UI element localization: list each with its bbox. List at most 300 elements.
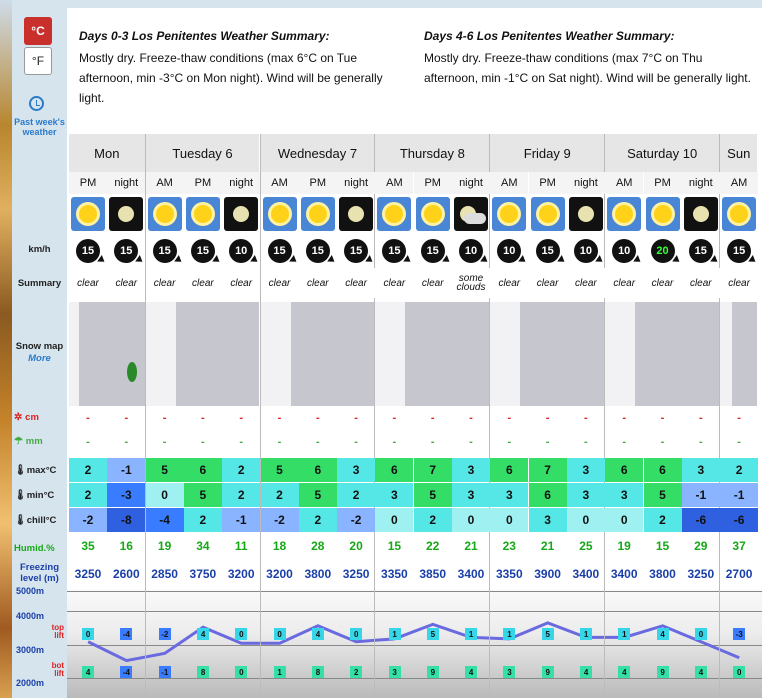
moon-icon xyxy=(109,197,143,231)
bottom-lift-temp: 1 xyxy=(274,666,286,678)
snow-cm-cell: - xyxy=(392,412,397,424)
time-of-day: night xyxy=(337,172,375,194)
moon-icon xyxy=(339,197,373,231)
freezing-level-cell: 3900 xyxy=(534,567,561,581)
time-of-day: night xyxy=(222,172,260,194)
humidity-cell: 20 xyxy=(349,539,363,553)
chill-temp-cell: -2 xyxy=(261,508,299,532)
label-toplift: top lift xyxy=(51,623,64,640)
weather-icon-cell xyxy=(222,194,260,234)
summary-cell: clear xyxy=(146,268,184,298)
day-header[interactable]: Saturday 10 xyxy=(605,134,719,172)
label-humid: Humid.% xyxy=(14,543,55,554)
weather-icon-cell xyxy=(567,194,605,234)
wind-arrow-icon: 10 xyxy=(612,239,636,263)
rain-mm-cell: - xyxy=(354,436,358,448)
freezing-level-cell: 2850 xyxy=(151,567,178,581)
min-temp-cell: 5 xyxy=(414,483,452,507)
label-max: max°C xyxy=(26,465,57,476)
moon-icon xyxy=(569,197,603,231)
bottom-lift-temp: 9 xyxy=(657,666,669,678)
max-temp-cell: 2 xyxy=(69,458,107,482)
bottom-lift-temp: 3 xyxy=(389,666,401,678)
top-bar xyxy=(12,0,762,8)
max-temp-cell: 2 xyxy=(720,458,758,482)
top-lift-temp: -3 xyxy=(733,628,745,640)
sun-icon xyxy=(607,197,641,231)
label-chill: chill°C xyxy=(26,515,57,526)
day-header[interactable]: Thursday 8 xyxy=(375,134,489,172)
day-header[interactable]: Mon xyxy=(69,134,145,172)
humidity-cell: 11 xyxy=(234,539,248,553)
snow-cm-cell: - xyxy=(545,412,550,424)
weather-icon-cell xyxy=(605,194,643,234)
sun-icon xyxy=(377,197,411,231)
bottom-lift-temp: -1 xyxy=(159,666,171,678)
snow-map[interactable] xyxy=(605,302,719,406)
wind-arrow-icon: 15 xyxy=(153,239,177,263)
summary-cell: clear xyxy=(605,268,643,298)
bottom-lift-temp: 3 xyxy=(503,666,515,678)
weather-summary-panel xyxy=(67,8,762,134)
freezing-level-cell: 3250 xyxy=(74,567,102,581)
max-temp-cell: 5 xyxy=(146,458,184,482)
wind-cell xyxy=(375,234,413,268)
summary-cell: clear xyxy=(682,268,720,298)
bottom-lift-temp: 4 xyxy=(82,666,94,678)
wind-cell xyxy=(682,234,720,268)
humidity-cell: 35 xyxy=(81,539,95,553)
chill-temp-cell: -4 xyxy=(146,508,184,532)
top-lift-temp: 0 xyxy=(350,628,362,640)
bottom-lift-temp: 9 xyxy=(427,666,439,678)
weather-icon-cell xyxy=(107,194,145,234)
label-summary: Summary xyxy=(17,278,62,289)
humidity-cell: 28 xyxy=(311,539,325,553)
weather-icon-cell xyxy=(146,194,184,234)
max-temp-cell: 3 xyxy=(337,458,375,482)
humidity-cell: 23 xyxy=(502,539,516,553)
max-temp-cell: 6 xyxy=(644,458,682,482)
summary-cell: clear xyxy=(490,268,528,298)
summary-block-0-3 xyxy=(79,26,409,108)
summary-cell: clear xyxy=(529,268,567,298)
rain-mm-cell: - xyxy=(201,436,205,448)
humidity-cell: 29 xyxy=(694,539,708,553)
sun-icon xyxy=(492,197,526,231)
wind-arrow-icon: 15 xyxy=(689,239,713,263)
summary-title: Days 0-3 Los Penitentes Weather Summary: xyxy=(79,29,330,43)
summary-title: Days 4-6 Los Penitentes Weather Summary: xyxy=(424,29,675,43)
day-header[interactable]: Sun xyxy=(720,134,757,172)
chill-temp-cell: -8 xyxy=(107,508,145,532)
bottom-lift-temp: 8 xyxy=(312,666,324,678)
chill-temp-cell: 0 xyxy=(490,508,528,532)
bottom-lift-temp: 8 xyxy=(197,666,209,678)
snow-map[interactable] xyxy=(375,302,489,406)
freezing-level-cell: 2700 xyxy=(725,567,753,581)
wind-arrow-icon: 20 xyxy=(651,239,675,263)
wind-arrow-icon: 15 xyxy=(382,239,406,263)
humidity-cell: 19 xyxy=(617,539,631,553)
wind-arrow-icon: 10 xyxy=(459,239,483,263)
humidity-cell: 21 xyxy=(464,539,478,553)
summary-cell: clear xyxy=(720,268,758,298)
bottom-lift-temp: 0 xyxy=(235,666,247,678)
label-cm: cm xyxy=(25,412,39,423)
raindrop-icon: ☂ xyxy=(14,436,26,447)
level-2000: 2000m xyxy=(16,678,45,688)
chill-temp-cell: 0 xyxy=(452,508,490,532)
freezing-level-cell: 3200 xyxy=(227,567,255,581)
snowflake-icon: ✲ xyxy=(14,412,26,423)
forecast-table xyxy=(67,134,762,698)
min-temp-cell: 5 xyxy=(644,483,682,507)
weather-icon-cell xyxy=(299,194,337,234)
weather-icon-cell xyxy=(644,194,682,234)
freezing-level-cell: 3800 xyxy=(304,567,332,581)
chill-temp-cell: -2 xyxy=(337,508,375,532)
level-4000: 4000m xyxy=(16,611,45,621)
sun-icon xyxy=(722,197,756,231)
humidity-cell: 15 xyxy=(387,539,402,553)
sun-icon xyxy=(263,197,297,231)
summary-cell: clear xyxy=(69,268,107,298)
wind-cell xyxy=(222,234,260,268)
time-of-day: AM xyxy=(605,172,643,194)
label-botlift: bot lift xyxy=(51,661,64,678)
rain-mm-cell: - xyxy=(392,436,397,448)
level-5000: 5000m xyxy=(16,586,45,596)
rain-mm-cell: - xyxy=(507,436,512,448)
label-snowmap: Snow map xyxy=(15,341,64,352)
wind-arrow-icon: 15 xyxy=(191,239,215,263)
snow-patch xyxy=(127,362,137,382)
snow-cm-cell: - xyxy=(277,412,282,424)
sun-icon xyxy=(646,197,680,231)
max-temp-cell: 6 xyxy=(490,458,528,482)
thermometer-icon: 🌡 xyxy=(14,490,27,501)
cloud-moon-icon xyxy=(454,197,488,231)
label-mm: mm xyxy=(25,436,43,447)
freezing-level-line xyxy=(67,590,762,698)
rain-mm-cell: - xyxy=(660,436,665,448)
time-of-day: PM xyxy=(69,172,107,194)
snow-map[interactable] xyxy=(490,302,604,406)
humidity-cell: 34 xyxy=(196,539,210,553)
humidity-cell: 18 xyxy=(272,539,287,553)
max-temp-cell: 7 xyxy=(414,458,452,482)
wind-arrow-icon: 15 xyxy=(421,239,445,263)
max-temp-cell: 6 xyxy=(184,458,222,482)
rain-mm-cell: - xyxy=(430,436,435,448)
wind-arrow-icon: 15 xyxy=(344,239,368,263)
wind-cell xyxy=(337,234,375,268)
snow-cm-cell: - xyxy=(737,412,741,424)
min-temp-cell: -3 xyxy=(107,483,145,507)
rain-mm-cell: - xyxy=(162,436,167,448)
celsius-button[interactable]: °C xyxy=(24,17,52,45)
snow-cm-cell: - xyxy=(584,412,588,424)
sun-icon xyxy=(416,197,450,231)
freezing-level-cell: 3800 xyxy=(649,567,676,581)
bottom-lift-temp: 9 xyxy=(542,666,554,678)
bottom-lift-temp: 2 xyxy=(350,666,362,678)
thermometer-icon: 🌡 xyxy=(14,515,27,526)
time-of-day: AM xyxy=(720,172,758,194)
summary-cell: clear xyxy=(299,268,337,298)
max-temp-cell: 3 xyxy=(682,458,720,482)
humidity-cell: 15 xyxy=(655,539,670,553)
min-temp-cell: -1 xyxy=(682,483,720,507)
rain-mm-cell: - xyxy=(315,436,320,448)
sun-icon xyxy=(71,197,105,231)
wind-arrow-icon: 10 xyxy=(497,239,521,263)
wind-arrow-icon: 15 xyxy=(727,239,751,263)
wind-arrow-icon: 15 xyxy=(268,239,292,263)
chill-temp-cell: 2 xyxy=(644,508,682,532)
rain-mm-cell: - xyxy=(737,436,741,448)
weather-icon-cell xyxy=(184,194,222,234)
humidity-cell: 22 xyxy=(426,539,440,553)
summary-cell: clear xyxy=(184,268,222,298)
time-of-day: PM xyxy=(644,172,682,194)
max-temp-cell: -1 xyxy=(107,458,145,482)
chill-temp-cell: 0 xyxy=(567,508,605,532)
time-of-day: night xyxy=(107,172,145,194)
min-temp-cell: 2 xyxy=(69,483,107,507)
summary-text: Mostly dry. Freeze-thaw conditions (max 7°C on Thu afternoon, min -1°C on Sat night). Wind will be generally light. xyxy=(424,51,751,85)
time-of-day: PM xyxy=(529,172,567,194)
weather-icon-cell xyxy=(414,194,452,234)
min-temp-cell: 3 xyxy=(452,483,490,507)
freezing-level-cell: 3350 xyxy=(495,567,523,581)
freezing-level-cell: 3250 xyxy=(342,567,370,581)
time-of-day: night xyxy=(567,172,605,194)
summary-cell: clear xyxy=(414,268,452,298)
bottom-lift-temp: 4 xyxy=(465,666,477,678)
top-lift-temp: 4 xyxy=(197,628,209,640)
wind-cell xyxy=(567,234,605,268)
wind-arrow-icon: 15 xyxy=(536,239,560,263)
day-header[interactable]: Friday 9 xyxy=(490,134,604,172)
time-of-day: PM xyxy=(414,172,452,194)
humidity-cell: 16 xyxy=(119,539,133,553)
time-of-day: night xyxy=(452,172,490,194)
snow-cm-cell: - xyxy=(315,412,320,424)
weather-icon-cell xyxy=(682,194,720,234)
top-lift-temp: 1 xyxy=(503,628,515,640)
top-lift-temp: 1 xyxy=(389,628,401,640)
weather-icon-cell xyxy=(720,194,758,234)
rain-mm-cell: - xyxy=(469,436,473,448)
sun-icon xyxy=(531,197,565,231)
wind-cell xyxy=(146,234,184,268)
rain-mm-cell: - xyxy=(277,436,282,448)
sun-icon xyxy=(148,197,182,231)
snow-cm-cell: - xyxy=(660,412,665,424)
freezing-level-cell: 3200 xyxy=(266,567,293,581)
max-temp-cell: 7 xyxy=(529,458,567,482)
top-lift-temp: 0 xyxy=(274,628,286,640)
min-temp-cell: 5 xyxy=(299,483,337,507)
time-of-day: AM xyxy=(375,172,413,194)
thermometer-icon: 🌡 xyxy=(14,465,27,476)
min-temp-cell: 2 xyxy=(337,483,375,507)
wind-arrow-icon: 10 xyxy=(229,239,253,263)
level-3000: 3000m xyxy=(16,645,45,655)
background-photo-strip xyxy=(0,0,12,698)
freezing-level-cell: 2600 xyxy=(112,567,140,581)
snow-cm-cell: - xyxy=(622,412,627,424)
humidity-cell: 37 xyxy=(732,539,746,553)
snow-cm-cell: - xyxy=(201,412,205,424)
day-header[interactable]: Tuesday 6 xyxy=(146,134,260,172)
rain-mm-cell: - xyxy=(124,436,129,448)
humidity-cell: 25 xyxy=(579,539,593,553)
snow-cm-cell: - xyxy=(698,412,703,424)
wind-arrow-icon: 15 xyxy=(76,239,100,263)
summary-cell: clear xyxy=(222,268,260,298)
max-temp-cell: 6 xyxy=(299,458,337,482)
top-lift-temp: 4 xyxy=(657,628,669,640)
wind-cell xyxy=(452,234,490,268)
top-lift-temp: 0 xyxy=(695,628,707,640)
min-temp-cell: 2 xyxy=(261,483,299,507)
label-freezing: Freezing level (m) xyxy=(19,562,60,584)
snow-cm-cell: - xyxy=(239,412,244,424)
min-temp-cell: 5 xyxy=(184,483,222,507)
moon-icon xyxy=(684,197,718,231)
top-lift-temp: 0 xyxy=(82,628,94,640)
label-kmh: km/h xyxy=(28,244,51,255)
freezing-level-cell: 3850 xyxy=(419,567,447,581)
time-of-day: PM xyxy=(299,172,337,194)
weather-icon-cell xyxy=(69,194,107,234)
summary-cell: clear xyxy=(261,268,299,298)
time-of-day: AM xyxy=(261,172,299,194)
chill-temp-cell: 2 xyxy=(184,508,222,532)
top-lift-temp: 5 xyxy=(542,628,554,640)
snow-map[interactable] xyxy=(261,302,375,406)
snow-map[interactable] xyxy=(69,302,145,406)
max-temp-cell: 5 xyxy=(261,458,299,482)
chill-temp-cell: 0 xyxy=(605,508,643,532)
day-header[interactable]: Wednesday 7 xyxy=(261,134,375,172)
rain-mm-cell: - xyxy=(698,436,703,448)
snow-cm-cell: - xyxy=(86,412,90,424)
top-lift-temp: 5 xyxy=(427,628,439,640)
min-temp-cell: 3 xyxy=(567,483,605,507)
sun-icon xyxy=(186,197,220,231)
time-of-day: AM xyxy=(490,172,528,194)
humidity-cell: 21 xyxy=(540,539,555,553)
summary-cell: clear xyxy=(337,268,375,298)
top-lift-temp: 1 xyxy=(580,628,592,640)
wind-cell xyxy=(414,234,452,268)
bottom-lift-temp: 4 xyxy=(618,666,630,678)
bottom-lift-temp: 4 xyxy=(580,666,592,678)
chill-temp-cell: -2 xyxy=(69,508,107,532)
weather-icon-cell xyxy=(261,194,299,234)
wind-cell xyxy=(299,234,337,268)
top-lift-temp: -4 xyxy=(120,628,132,640)
time-of-day: night xyxy=(682,172,720,194)
wind-cell xyxy=(605,234,643,268)
summary-text: Mostly dry. Freeze-thaw conditions (max 6°C on Tue afternoon, min -3°C on Mon night). Wind will be generally light. xyxy=(79,51,383,105)
weather-icon-cell xyxy=(529,194,567,234)
fahrenheit-button[interactable]: °F xyxy=(24,47,52,75)
freezing-level-cell: 3350 xyxy=(381,567,408,581)
weather-icon-cell xyxy=(337,194,375,234)
chill-temp-cell: -6 xyxy=(720,508,758,532)
top-lift-temp: 4 xyxy=(312,628,324,640)
wind-cell xyxy=(529,234,567,268)
chill-temp-cell: 2 xyxy=(414,508,452,532)
min-temp-cell: 2 xyxy=(222,483,260,507)
weather-icon-cell xyxy=(375,194,413,234)
freezing-level-cell: 3400 xyxy=(457,567,485,581)
rain-mm-cell: - xyxy=(622,436,627,448)
humidity-cell: 19 xyxy=(157,539,172,553)
min-temp-cell: 3 xyxy=(605,483,643,507)
bottom-lift-temp: -4 xyxy=(120,666,132,678)
time-of-day: PM xyxy=(184,172,222,194)
snow-cm-cell: - xyxy=(507,412,512,424)
chill-temp-cell: 3 xyxy=(529,508,567,532)
min-temp-cell: 6 xyxy=(529,483,567,507)
top-lift-temp: 0 xyxy=(235,628,247,640)
chill-temp-cell: -6 xyxy=(682,508,720,532)
snowmap-more-link[interactable]: More xyxy=(28,353,51,364)
max-temp-cell: 6 xyxy=(375,458,413,482)
snow-cm-cell: - xyxy=(162,412,167,424)
clock-icon[interactable] xyxy=(29,96,44,111)
label-min: min°C xyxy=(26,490,55,501)
rain-mm-cell: - xyxy=(545,436,550,448)
sun-icon xyxy=(301,197,335,231)
wind-arrow-icon: 10 xyxy=(574,239,598,263)
summary-cell: clear xyxy=(375,268,413,298)
min-temp-cell: -1 xyxy=(720,483,758,507)
top-lift-temp: 1 xyxy=(465,628,477,640)
freezing-level-polyline xyxy=(88,623,739,661)
max-temp-cell: 3 xyxy=(452,458,490,482)
top-lift-temp: 1 xyxy=(618,628,630,640)
freezing-level-cell: 3750 xyxy=(189,567,217,581)
rain-mm-cell: - xyxy=(584,436,588,448)
summary-cell: clear xyxy=(107,268,145,298)
chill-temp-cell: 0 xyxy=(375,508,413,532)
weather-icon-cell xyxy=(452,194,490,234)
summary-cell: some clouds xyxy=(452,268,490,298)
summary-cell: clear xyxy=(567,268,605,298)
snow-map[interactable] xyxy=(146,302,260,406)
moon-icon xyxy=(224,197,258,231)
wind-cell xyxy=(107,234,145,268)
bottom-lift-temp: 4 xyxy=(695,666,707,678)
snow-map[interactable] xyxy=(720,302,757,406)
min-temp-cell: 3 xyxy=(490,483,528,507)
bottom-lift-temp: 0 xyxy=(733,666,745,678)
max-temp-cell: 3 xyxy=(567,458,605,482)
time-of-day: AM xyxy=(146,172,184,194)
snow-cm-cell: - xyxy=(354,412,358,424)
wind-cell xyxy=(69,234,107,268)
freezing-level-chart xyxy=(67,590,762,698)
past-weather-link[interactable]: Past week's weather xyxy=(14,117,65,137)
chill-temp-cell: -1 xyxy=(222,508,260,532)
